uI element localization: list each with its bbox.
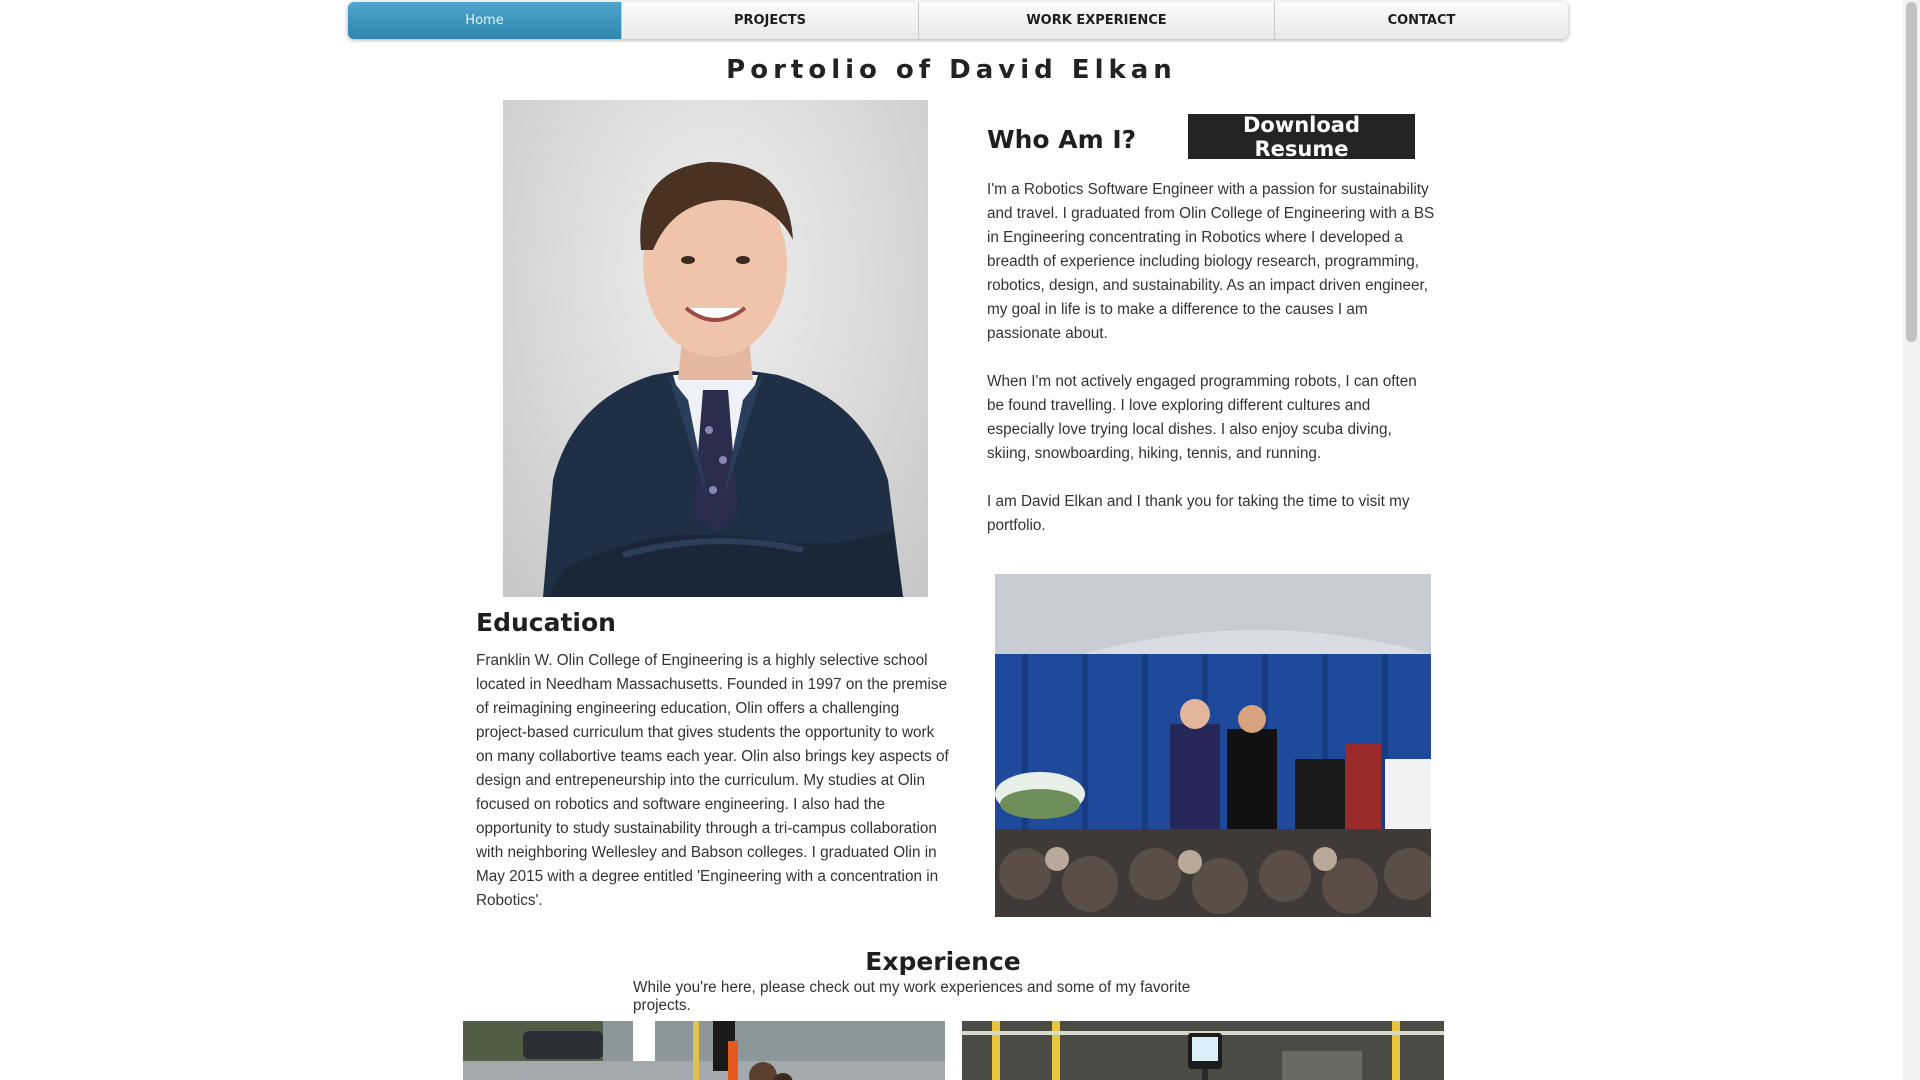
experience-heading: Experience: [865, 947, 1021, 976]
nav-home[interactable]: Home: [348, 2, 621, 39]
education-heading: Education: [476, 608, 616, 637]
experience-photo-warehouse[interactable]: [962, 1021, 1444, 1080]
about-paragraph: I'm a Robotics Software Engineer with a passion for sustainability and travel. I graduated from Olin College of Engineering with a BS in Engineering concentrating in Robotics where I developed a breadth of experience including biology research, programming, robotics, design, and sustainability. As an impact driven engineer, my goal in life is to make a difference to the causes I am passionate about.: [987, 181, 1435, 342]
experience-intro: While you're here, please check out my work experiences and some of my favorite projects.: [633, 979, 1191, 1014]
experience-photo-street[interactable]: [463, 1021, 945, 1080]
education-paragraph: Franklin W. Olin College of Engineering is a highly selective school located in Needham Massachusetts. Founded in 1997 on the premise of reimagining engineering education, Olin offers a challenging project-based curriculum that gives students the opportunity to work on many collabortive teams each year. Olin also brings key aspects of design and entrepeneurship into the curriculum. My studies at Olin focused on robotics and software engineering. I also had the opportunity to study sustainability through a tri-campus collaboration with neighboring Wellesley and Babson colleges. I graduated Olin in May 2015 with a degree entitled 'Engineering with a concentration in Robotics'.: [476, 652, 949, 909]
portrait-photo: [503, 100, 928, 597]
scrollbar-thumb[interactable]: [1906, 2, 1917, 342]
nav-contact[interactable]: CONTACT: [1274, 2, 1568, 39]
download-resume-button[interactable]: Download Resume: [1188, 114, 1415, 159]
who-am-i-heading: Who Am I?: [987, 125, 1137, 154]
graduation-photo: [995, 574, 1431, 917]
about-paragraph: When I'm not actively engaged programming robots, I can often be found travelling. I love exploring different cultures and especially love trying local dishes. I also enjoy scuba diving, skiing, snowboarding, hiking, tennis, and running.: [987, 373, 1417, 462]
main-nav: [348, 2, 1568, 39]
site-title: Portolio of David Elkan: [726, 55, 1177, 85]
nav-work-experience[interactable]: WORK EXPERIENCE: [918, 2, 1274, 39]
nav-projects[interactable]: PROJECTS: [621, 2, 918, 39]
about-paragraph: I am David Elkan and I thank you for taking the time to visit my portfolio.: [987, 493, 1410, 534]
